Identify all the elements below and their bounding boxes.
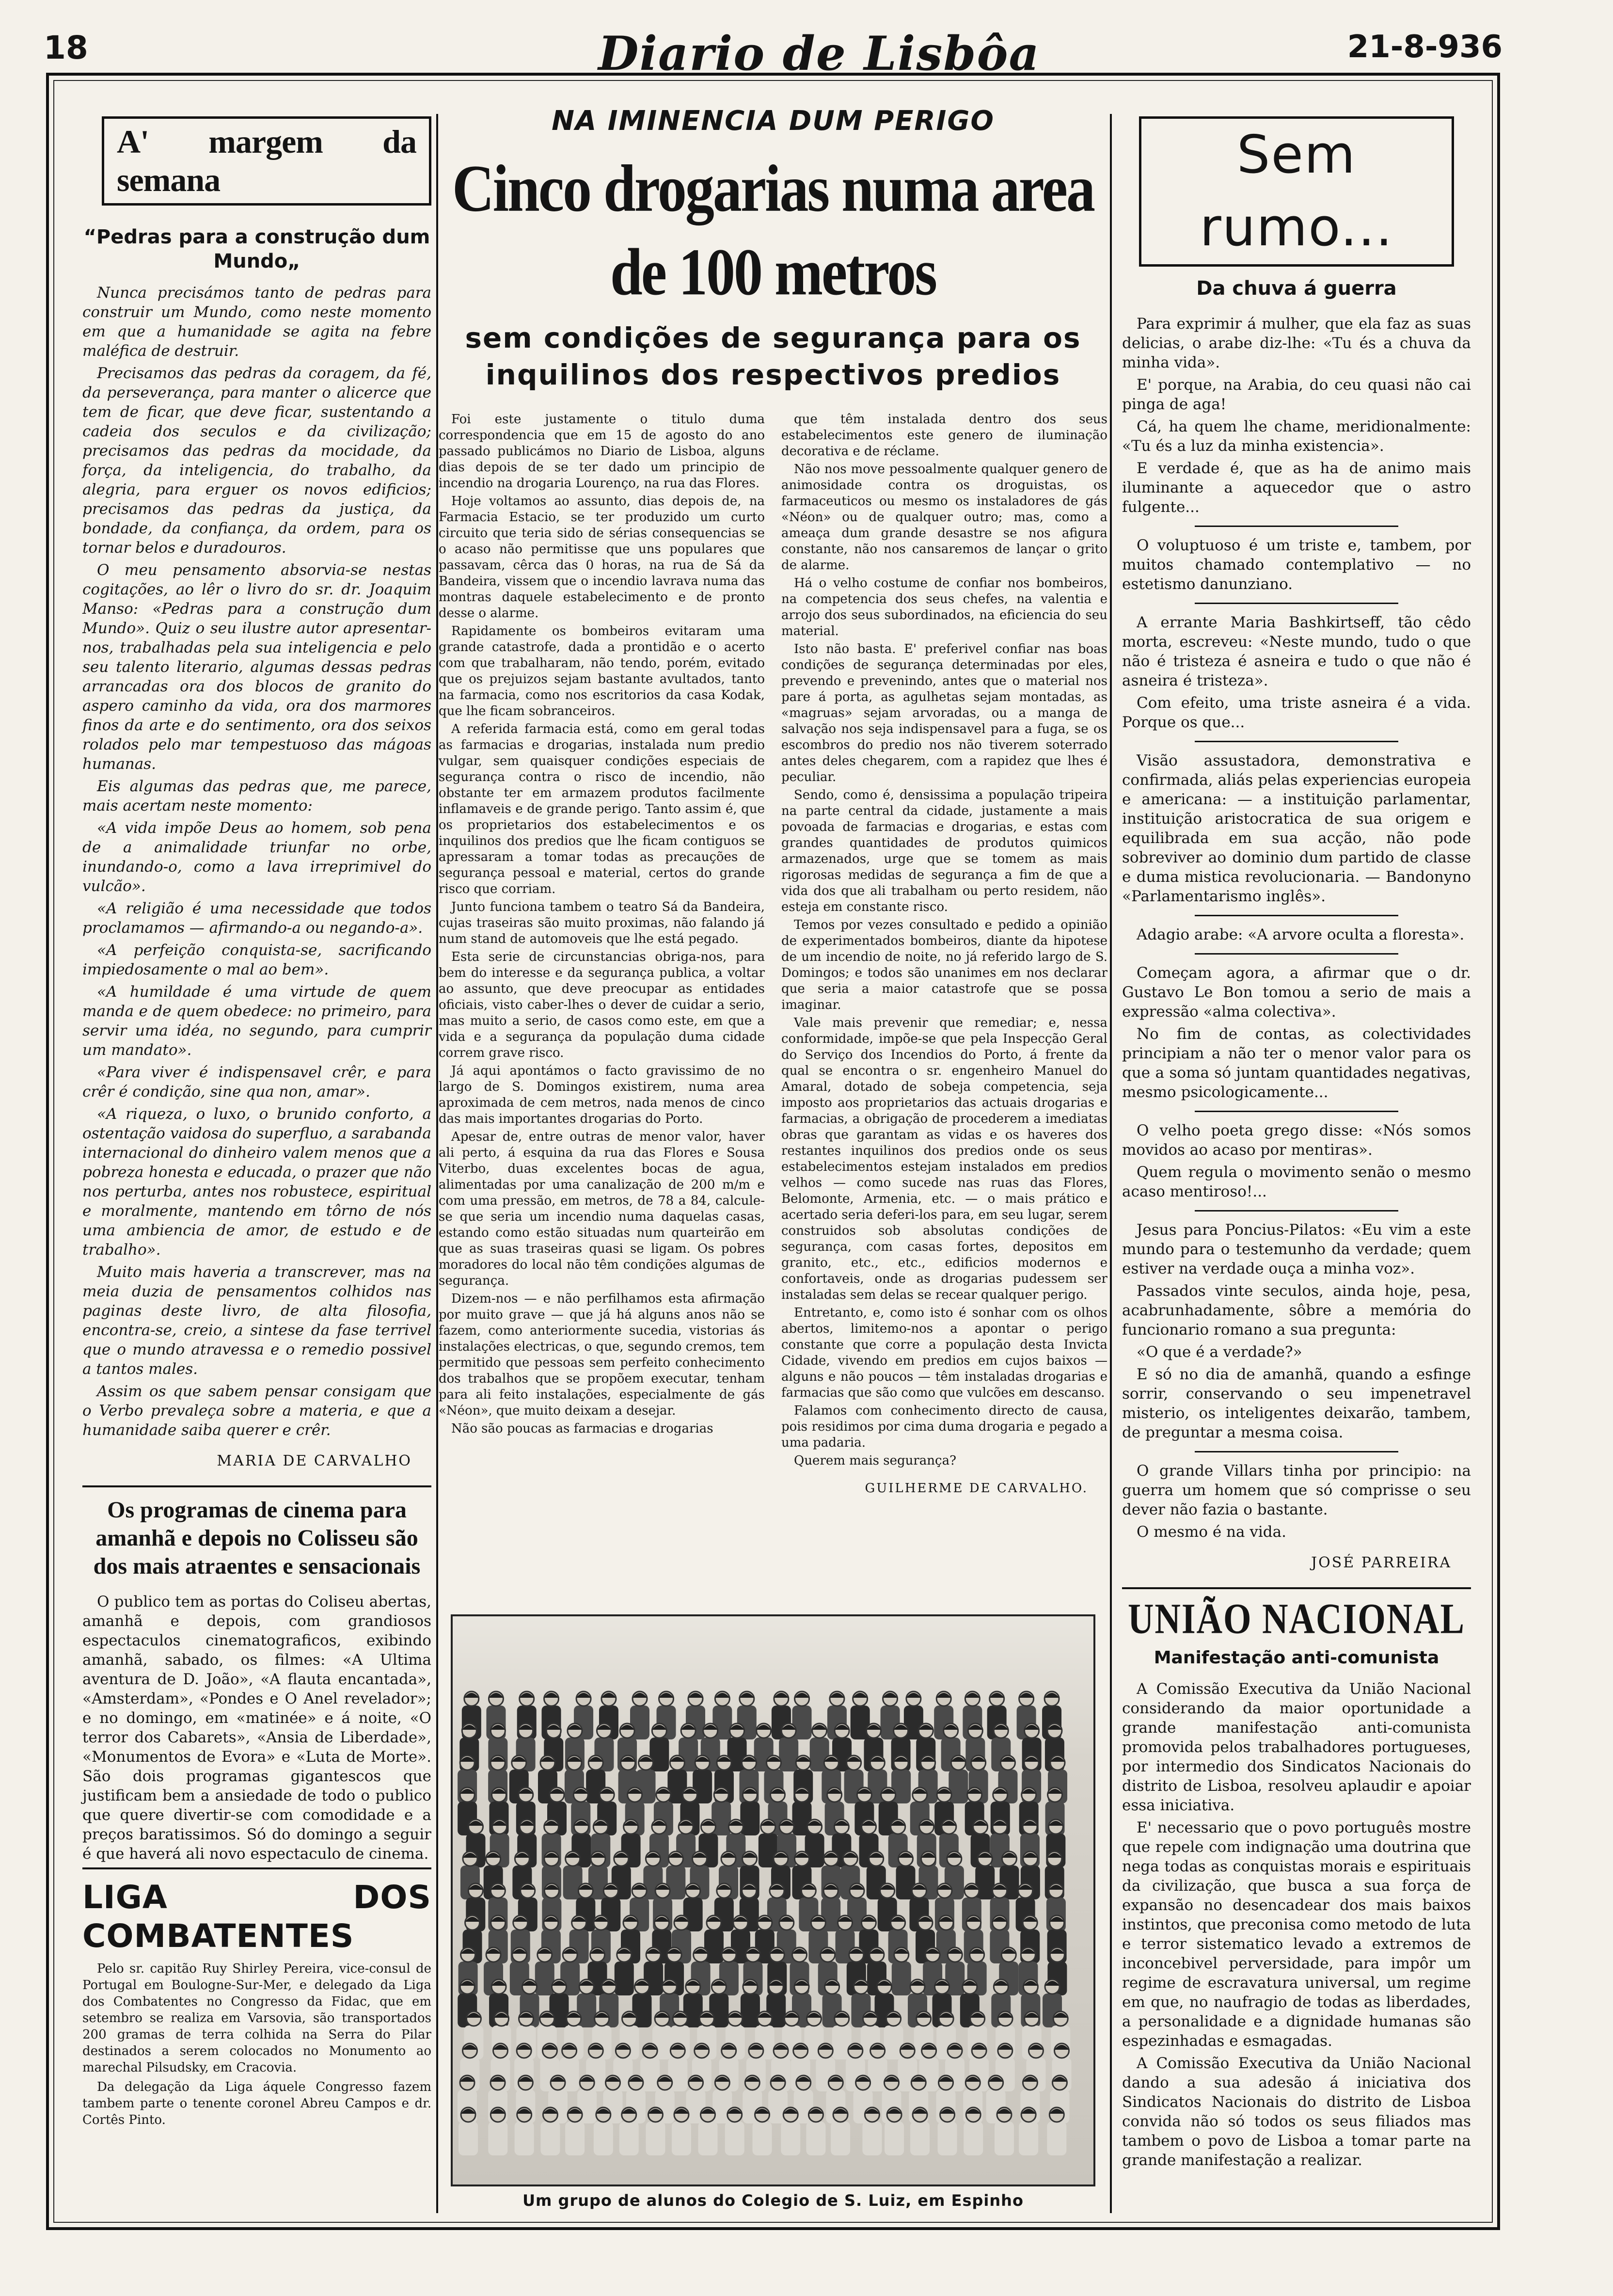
section-title: A' margem da semana [117,123,416,198]
column-items [1122,314,1471,1542]
article-signature: GUILHERME DE CARVALHO. [865,1481,1088,1496]
author-signature: MARIA DE CARVALHO [217,1452,412,1469]
page-number: 18 [44,29,88,66]
paragraph: Assim os que sabem pensar consigam que o Verbo prevaleça sobre a materia, e que a humanidade saiba querer e crêr. [82,1383,431,1439]
column-item-paragraph: Cá, ha quem lhe chame, meridionalmente: «Tu és a luz da minha existencia». [1122,418,1471,455]
group-photo [451,1614,1095,2186]
paragraph: «A perfeição conquista-se, sacrificando impiedosamente o mal ao bem». [82,941,431,978]
paragraph: que têm instalada dentro dos seus estabelecimentos este genero de iluminação decorativa e de réclame. [781,412,1107,459]
paragraph: Sendo, como é, densissima a população tripeira na parte central da cidade, justamente a mais povoada de farmacias e drogarias, e estas com grandes quantidades de produtos quimicos armazenados, urge que se tomem as mais rigorosas medidas de segurança a fim de que a vida dos que ali trabalham ou perto residem, não esteja em constante risco. [781,788,1107,914]
column-item-paragraph: A errante Maria Bashkirtseff, tão cêdo morta, escreveu: «Neste mundo, tudo o que não é tristeza é asneira e tudo o que não é asneira é tristeza». [1122,614,1471,689]
paragraph: Esta serie de circunstancias obriga-nos, para bem do interesse e da segurança publica, a voltar ao assunto, que deve preocupar as entidades oficiais, visto caber-lhes o dever de cuidar a serio, mas muito a serio, de casos como este, em que a vida e a segurança da população duma cidade correm grave risco. [439,950,765,1060]
column-rule [1110,114,1112,2213]
column-item-paragraph: Para exprimir á mulher, que ela faz as suas delicias, o arabe diz-lhe: «Tu és a chuva da minha vida». [1122,315,1471,371]
paragraph: Hoje voltamos ao assunto, dias depois de, na Farmacia Estacio, se ter produzido um curto circuito que teria sido de sérias consequencias se o acaso não permitisse que uns populares que passavam, cêrca das 0 horas, na rua de Sá da Bandeira, vissem que o incendio lavrava numa das montras daquele estabelecimento e de pronto desse o alarme. [439,494,765,621]
column-item-paragraph: Jesus para Poncius-Pilatos: «Eu vim a este mundo para o testemunho da verdade; quem estiver na verdade ouça a minha voz». [1122,1221,1471,1277]
paragraph: Foi este justamente o titulo duma correspondencia que em 15 de agosto do ano passado publicámos no Diario de Lisboa, alguns dias depois de se ter dado um principio de incendio na drogaria Lourenço, na rua das Flores. [439,412,765,491]
paragraph: Isto não basta. E' preferivel confiar nas boas condições de segurança determinadas por eles, prevendo e prevenindo, antes que o material nos pare á porta, as agulhetas sejam montadas, as «magruas» sejam arvoradas, ou a manga de salvação nos seja indispensavel para a fuga, se os escombros do predio nos não tiverem soterrado antes deles chegarem, com a rapidez que lhes é peculiar. [781,642,1107,784]
divider [82,1867,431,1869]
paragraph: Entretanto, e, como isto é sonhar com os olhos abertos, limitemo-nos a apontar o perigo constante que corre a população desta Invicta Cidade, vivendo em predios em cujos baixos — alguns e não poucos — têm instaladas drogarias e farmacias que são como que vulcões em descanso. [781,1306,1107,1400]
column-title-box [1139,116,1454,267]
column-item-paragraph: O voluptuoso é um triste e, tambem, por muitos chamado contemplativo — no estetismo danunziano. [1122,537,1471,593]
item-divider [1195,1451,1398,1452]
column-item-paragraph: O grande Villars tinha por principio: na guerra um homem que só comprisse o seu dever não fazia o bastante. [1122,1462,1471,1518]
paragraph: A Comissão Executiva da União Nacional dando a sua adesão á iniciativa dos Sindicatos Nacionais do distrito de Lisboa convida não só todos os seus filiados mas tambem o povo de Lisboa a tomar parte na grande manifestação a realizar. [1122,2055,1471,2169]
paragraph: Precisamos das pedras da coragem, da fé, da perseverança, para manter o alicerce que tem de ficar, que deve ficar, sustentando a cadeia dos seculos e da civilização; precisamos das pedras da mocidade, da força, da inteligencia, do trabalho, da alegria, para erguer os novos edificios; precisamos das pedras da justiça, da bondade, da confiança, da ordem, para os tornar belos e duradouros. [82,365,431,557]
union-title: UNIÃO NACIONAL [1127,1595,1466,1643]
article-columns [439,412,1107,1511]
item-divider [1195,1111,1398,1112]
item-divider [1195,741,1398,742]
column-item-paragraph: Passados vinte seculos, ainda hoje, pesa, acabrunhadamente, sôbre a memória do funcionario romano a sua pregunta: [1122,1282,1471,1339]
column-item-paragraph: E' porque, na Arabia, do ceu quasi não cai pinga de aga! [1122,376,1471,413]
cinema-body: O publico tem as portas do Coliseu abertas, amanhã e depois, com grandiosos espectaculos cinematograficos, exibindo amanhã, sabado, os filmes: «A Ultima aventura de D. João», «A flauta encantada», «Amsterdam», «Pondes e O Anel revelador»; e no domingo, em «matinée» e á noite, «O terror dos Cabarets», «Ansia de Liberdade», «Monumentos de Evora» e «Luta de Morte». São dois programas gigantescos que justificam bem a ansiedade de todo o publico que quere divertir-se com comodidade e a preços baratissimos. Só do domingo a seguir é que haverá ali novo espectaculo de cinema. [82,1593,431,1863]
column-item-paragraph: No fim de contas, as colectividades principiam a não ter o menor valor para os que a soma só juntam quantidades negativas, mesmo psicologicamente... [1122,1025,1471,1101]
liga-title: LIGA DOS COMBATENTES [82,1879,431,1955]
article-column-2 [781,412,1107,1511]
item-divider [1195,953,1398,955]
article-kicker: NA IMINENCIA DUM PERIGO [552,105,995,137]
paragraph: Rapidamente os bombeiros evitaram uma grande catastrofe, dada a prontidão e o acerto com que trabalharam, não tendo, porém, evitado que os prejuizos sejam bastante avultados, tanto na farmacia, como nos escritorios da casa Kodak, que lhe ficam sobranceiros. [439,624,765,718]
column-item-paragraph: Com efeito, uma triste asneira é a vida. Porque os que... [1122,694,1471,731]
column-item-paragraph: E só no dia de amanhã, quando a esfinge sorrir, conservando o seu impenetravel misterio, os inteligentes deixarão, tambem, de preguntar a mesma coisa. [1122,1366,1471,1441]
article-column-1 [439,412,765,1511]
item-divider [1195,915,1398,916]
main-article [439,104,1107,1511]
paragraph: Nunca precisámos tanto de pedras para construir um Mundo, como neste momento em que a humanidade se agita na febre maléfica de destruir. [82,284,431,360]
paragraph: Querem mais segurança? [794,1453,957,1468]
paragraph: Eis algumas das pedras que, me parece, mais acertam neste momento: [82,778,431,814]
paragraph: Vale mais prevenir que remediar; e, nessa conformidade, impõe-se que pela Inspecção Geral do Serviço dos Incendios do Porto, á frente da qual se encontra o sr. engenheiro Manuel do Amaral, dotado de sobeja competencia, seja imposto aos proprietarios das actuais drogarias e farmacias, a obrigação de procederem a imediatas obras que garantam as vidas e os haveres dos restantes inquilinos dos predios onde os seus estabelecimentos estejam instalados em predios velhos — como sucede nas ruas das Flores, Belomonte, Armenia, etc. — o mais prático e acertado seria deferi-los para, em seu lugar, serem construidos sob absolutas condições de segurança, com casas fortes, depositos em granito, etc., etc., edificios modernos e confortaveis, onde as drogarias pudessem ser instaladas sem delas se recear qualquer perigo. [781,1016,1107,1302]
liga-body [82,1961,431,2128]
paragraph: O meu pensamento absorvia-se nestas cogitações, ao lêr o livro do sr. dr. Joaquim Manso: «Pedras para a construção dum Mundo». Quiz o seu ilustre autor apresentar-nos, trabalhadas pela sua inteligencia e pelo seu talento literario, algumas dessas pedras arrancadas ora dos blocos de granito do aspero caminho da vida, ora dos marmores finos da arte e do sentimento, ora dos seixos rolados pelo mar tempestuoso das mágoas humanas. [82,561,431,773]
paragraph: Há o velho costume de confiar nos bombeiros, na competencia dos seus chefes, na valentia e arrojo dos seus subordinados, na eficiencia do seu material. [781,576,1107,638]
column-item-paragraph: Começam agora, a afirmar que o dr. Gustavo Le Bon tomou a serio de mais a expressão «alma colectiva». [1122,964,1471,1020]
paragraph: A Comissão Executiva da União Nacional considerando da maior oportunidade a grande manifestação anti-comunista promovida pelos trabalhadores portugueses, por intermedio dos Sindicatos Nacionais do distrito de Lisboa, resolveu aplaudir e apoiar essa iniciativa. [1122,1680,1471,1814]
paragraph: «A religião é uma necessidade que todos proclamamos — afirmando-a ou negando-a». [82,900,431,937]
section-title-box [102,116,431,206]
column-item-paragraph: «O que é a verdade?» [1137,1343,1302,1361]
paragraph: Apesar de, entre outras de menor valor, haver ali perto, á esquina da rua das Flores e Sousa Viterbo, duas excelentes bocas de agua, alimentadas por uma canalização de 200 m/m e com uma pressão, em metros, de 78 a 84, calcule-se que seria um incendio numa daquelas casas, estando como estão situadas num quarteirão em que as suas traseiras quasi se ligam. Os pobres moradores do local não têm condições algumas de segurança. [439,1130,765,1288]
paragraph: «A riqueza, o luxo, o brunido conforto, a ostentação vaidosa do superfluo, a sarabanda internacional do dinheiro valem menos que a pobreza honesta e educada, o prazer que não nos perturba, antes nos robustece, espiritual e moralmente, mantendo em tôrno de nós uma ambiencia de amor, de estudo e de trabalho». [82,1105,431,1259]
paragraph: Junto funciona tambem o teatro Sá da Bandeira, cujas traseiras são muito proximas, não falando já num stand de automoveis que lhe está pegado. [439,900,765,946]
paragraph: A referida farmacia está, como em geral todas as farmacias e drogarias, instalada num predio vulgar, sem quaisquer condições especiais de segurança contra o risco de incendio, não obstante ter em armazem produtos facilmente inflamaveis e de grande perigo. Tanto assim é, que os proprietarios dos estabelecimentos e os inquilinos dos predios que lhe ficam contiguos se apressaram a tomar todas as precauções de segurança pessoal e material, certos do grande risco que corriam. [439,722,765,896]
article-headline: Cinco drogarias numa area de 100 metros [452,151,1094,309]
left-column [82,116,431,2131]
article-deck: sem condições de segurança para os inquilinos dos respectivos predios [465,321,1081,391]
column-rule [436,114,438,2213]
paragraph: «Para viver é indispensavel crêr, e para crêr é condição, sine qua non, amar». [82,1064,431,1100]
paragraph: Já aqui apontámos o facto gravissimo de no largo de S. Domingos existirem, numa area aproximada de cem metros, nada menos de cinco das mais importantes drogarias do Porto. [439,1064,765,1126]
paragraph: Muito mais haveria a transcrever, mas na meia duzia de pensamentos colhidos nas paginas deste livro, de alta filosofia, encontra-se, creio, a sintese da fase terrivel que o mundo atravessa e o remedio possivel a tantos males. [82,1263,431,1378]
column-item-paragraph: E verdade é, que as ha de animo mais iluminante a aquecedor que o astro fulgente... [1122,460,1471,516]
column-item-paragraph: Visão assustadora, demonstrativa e confirmada, aliás pelas experiencias europeia e americana: — a instituição parlamentar, instituição aristocratica de sua origem e equilibrada em sua acção, não pode sobreviver ao dominio dum partido de classe e duma mistica revolucionaria. — Bandonyno «Parlamentarismo inglês». [1122,752,1471,905]
group-photo-image [453,1616,1093,2184]
divider [82,1485,431,1487]
paragraph: Pelo sr. capitão Ruy Shirley Pereira, vice-consul de Portugal em Boulogne-Sur-Mer, e delegado da Liga dos Combatentes no Congresso da Fidac, que em setembro se realiza em Varsovia, são transportados 200 gramas de terra colhida na Serra do Pilar destinados a serem colocados no Monumento ao marechal Pilsudsky, em Cracovia. [82,1961,431,2075]
divider [1122,1587,1471,1589]
column-title: Sem rumo... [1200,125,1393,258]
paragraph: Dizem-nos — e não perfilhamos esta afirmação por muito grave — que já há alguns anos não se fazem, como anteriormente sucedia, vistorias ás instalações electricas, o que, segundo cremos, tem permitido que pessoas sem perfeito conhecimento dos trabalhos que se propõem executar, tenham para ali feito instalações, especialmente de gás «Néon», que muito deixam a desejar. [439,1292,765,1418]
column-signature: JOSÉ PARREIRA [1311,1554,1452,1571]
column-item-paragraph: O mesmo é na vida. [1137,1523,1286,1541]
column-item-paragraph: Quem regula o movimento senão o mesmo acaso mentiroso!... [1122,1164,1471,1200]
issue-date: 21-8-936 [1347,29,1502,65]
cinema-headline: Os programas de cinema para amanhã e depois no Colisseu são dos mais atraentes e sensacionais [93,1497,421,1579]
paragraph: «A humildade é uma virtude de quem manda e de quem obedece: no primeiro, para servir uma idéa, no segundo, para cumprir um mandato». [82,983,431,1059]
paragraph: Não são poucas as farmacias e drogarias [451,1421,713,1436]
union-body [1122,1679,1471,2170]
column-item-paragraph: Adagio arabe: «A arvore oculta a floresta». [1137,926,1465,943]
article-body [82,283,431,1440]
paragraph: Falamos com conhecimento directo de causa, pois residimos por cima duma drogaria e pegado a uma padaria. [781,1403,1107,1450]
column-subtitle: Da chuva á guerra [1196,277,1397,300]
paragraph: «A vida impõe Deus ao homem, sob pena de a animalidade triunfar no orbe, inundando-o, como a lava irreprimivel do vulcão». [82,819,431,895]
paragraph: Não nos move pessoalmente qualquer genero de animosidade contra os droguistas, os farmaceuticos ou mesmo os instaladores de gás «Néon» ou de qualquer outro; mas, como a ameaça dum grande desastre se nos afigura constante, não nos cansaremos de lançar o grito de alarme. [781,462,1107,573]
item-divider [1195,1210,1398,1212]
union-subtitle: Manifestação anti-comunista [1154,1648,1439,1668]
item-divider [1195,603,1398,604]
column-item-paragraph: O velho poeta grego disse: «Nós somos movidos ao acaso por mentiras». [1122,1122,1471,1159]
article-subtitle: “Pedras para a construção dum Mundo„ [83,226,430,272]
paragraph: E' necessario que o povo português mostre que repele com indignação uma doutrina que nega todas as conquistas morais e espirituais da civilização, que busca a sua força de expansão no desencadear dos mais baixos instintos, que preconisa como metodo de luta e terror sistematico levado a extremos de inconcebivel perversidade, para impôr um regime de escravatura universal, um regime em que, no naufragio de todas as liberdades, a personalidade e a dignidade humanas são espezinhadas e esmagadas. [1122,1819,1471,2050]
paragraph: Da delegação da Liga áquele Congresso fazem tambem parte o tenente coronel Abreu Campos e dr. Cortês Pinto. [82,2080,431,2127]
newspaper-name: Diario de Lisbôa [598,26,1040,81]
right-column [1122,116,1471,2173]
photo-caption: Um grupo de alunos do Colegio de S. Luiz, em Espinho [522,2191,1024,2210]
paragraph: Temos por vezes consultado e pedido a opinião de experimentados bombeiros, diante da hipotese de um incendio de noite, no já referido largo de S. Domingos; e todos são unanimes em nos declarar que seria a maior catastrofe que se possa imaginar. [781,918,1107,1012]
item-divider [1195,526,1398,527]
